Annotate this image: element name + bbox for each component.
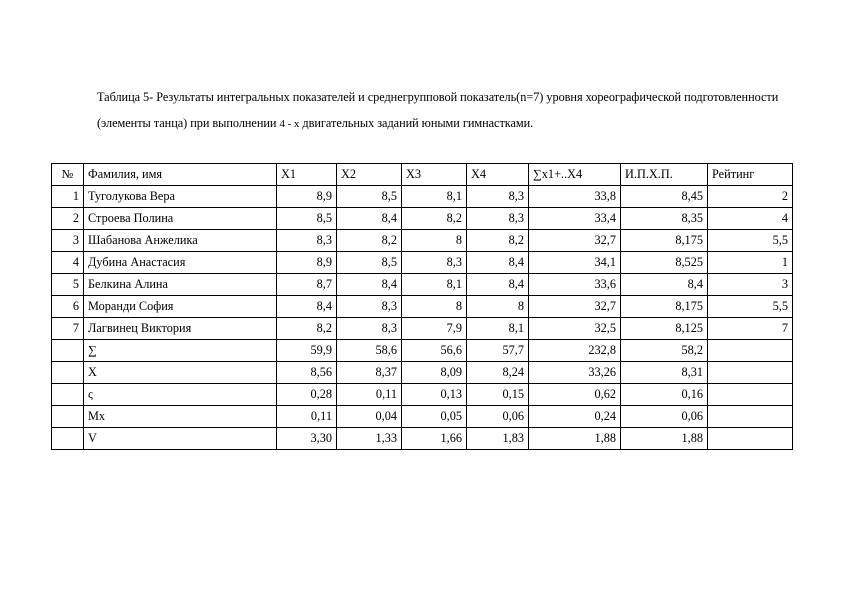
header-x4: X4 [467,164,529,186]
cell-no: 2 [52,208,84,230]
cell-x3: 1,66 [402,428,467,450]
header-no: № [52,164,84,186]
cell-x3: 8 [402,296,467,318]
table-row [52,274,793,296]
caption-text-2: двигательных заданий юными гимнастками. [299,116,534,130]
cell-rating: 3 [708,274,793,296]
cell-rating: 5,5 [708,296,793,318]
cell-x4: 8,2 [467,230,529,252]
cell-rating [708,362,793,384]
cell-rating [708,428,793,450]
cell-x3: 8,2 [402,208,467,230]
table-row [52,428,793,450]
table-row [52,318,793,340]
cell-x3: 0,05 [402,406,467,428]
cell-iphp: 8,175 [621,296,708,318]
cell-x4: 8,24 [467,362,529,384]
cell-x3: 8 [402,230,467,252]
cell-x3: 7,9 [402,318,467,340]
table-caption [97,84,787,137]
cell-x2: 8,4 [337,208,402,230]
cell-iphp: 58,2 [621,340,708,362]
header-row [52,164,793,186]
cell-iphp: 8,125 [621,318,708,340]
cell-rating: 1 [708,252,793,274]
table-row [52,186,793,208]
header-sum: ∑x1+..X4 [529,164,621,186]
header-x2: X2 [337,164,402,186]
cell-x1: 8,9 [277,186,337,208]
cell-x1: 59,9 [277,340,337,362]
cell-name: X [84,362,277,384]
cell-x3: 8,1 [402,274,467,296]
cell-x4: 0,15 [467,384,529,406]
cell-x3: 8,1 [402,186,467,208]
cell-name: Туголукова Вера [84,186,277,208]
caption-text-1: Таблица 5- Результаты интегральных показателей и среднегрупповой показатель(n=7) уровня хореографической подготовленности (элементы танца) при выполнении [97,90,779,130]
cell-name: Строева Полина [84,208,277,230]
cell-no: 7 [52,318,84,340]
cell-name: Mx [84,406,277,428]
cell-iphp: 8,31 [621,362,708,384]
cell-iphp: 8,35 [621,208,708,230]
table-row [52,362,793,384]
cell-iphp: 8,4 [621,274,708,296]
cell-x1: 8,7 [277,274,337,296]
cell-x1: 0,28 [277,384,337,406]
cell-sum: 0,24 [529,406,621,428]
cell-name: Моранди София [84,296,277,318]
cell-no: 4 [52,252,84,274]
table-row [52,296,793,318]
cell-x1: 8,5 [277,208,337,230]
cell-x4: 8,1 [467,318,529,340]
cell-rating [708,340,793,362]
cell-rating: 7 [708,318,793,340]
table-row [52,384,793,406]
cell-name: Белкина Алина [84,274,277,296]
cell-x3: 8,09 [402,362,467,384]
cell-x3: 0,13 [402,384,467,406]
cell-name: Дубина Анастасия [84,252,277,274]
cell-x4: 8 [467,296,529,318]
cell-name: Шабанова Анжелика [84,230,277,252]
cell-no: 5 [52,274,84,296]
cell-rating [708,384,793,406]
cell-x4: 8,3 [467,208,529,230]
table-row [52,340,793,362]
cell-no [52,428,84,450]
cell-sum: 34,1 [529,252,621,274]
cell-x1: 8,56 [277,362,337,384]
cell-no: 3 [52,230,84,252]
cell-sum: 32,7 [529,296,621,318]
cell-iphp: 8,45 [621,186,708,208]
caption-task-count: 4 - х [279,118,300,130]
cell-x2: 0,04 [337,406,402,428]
cell-x1: 3,30 [277,428,337,450]
table-row [52,230,793,252]
cell-name: V [84,428,277,450]
cell-x2: 1,33 [337,428,402,450]
cell-x2: 8,37 [337,362,402,384]
cell-x1: 8,2 [277,318,337,340]
cell-x4: 1,83 [467,428,529,450]
header-x1: X1 [277,164,337,186]
cell-x2: 8,3 [337,296,402,318]
cell-sum: 32,7 [529,230,621,252]
header-name: Фамилия, имя [84,164,277,186]
cell-sum: 232,8 [529,340,621,362]
cell-iphp: 8,175 [621,230,708,252]
cell-x3: 8,3 [402,252,467,274]
cell-name: Лагвинец Виктория [84,318,277,340]
cell-rating: 5,5 [708,230,793,252]
header-x3: X3 [402,164,467,186]
cell-x2: 8,5 [337,252,402,274]
cell-x2: 8,5 [337,186,402,208]
cell-no [52,406,84,428]
cell-sum: 32,5 [529,318,621,340]
cell-sum: 33,6 [529,274,621,296]
cell-x1: 8,9 [277,252,337,274]
cell-x1: 8,4 [277,296,337,318]
table-row [52,208,793,230]
cell-no: 6 [52,296,84,318]
cell-x2: 8,4 [337,274,402,296]
cell-x4: 8,4 [467,252,529,274]
cell-rating: 4 [708,208,793,230]
header-iphp: И.П.Х.П. [621,164,708,186]
cell-no [52,384,84,406]
cell-x2: 8,3 [337,318,402,340]
table-row [52,406,793,428]
cell-x3: 56,6 [402,340,467,362]
cell-x4: 0,06 [467,406,529,428]
cell-no: 1 [52,186,84,208]
cell-x2: 0,11 [337,384,402,406]
results-table [51,163,793,450]
cell-iphp: 1,88 [621,428,708,450]
cell-no [52,340,84,362]
header-rating: Рейтинг [708,164,793,186]
cell-sum: 33,8 [529,186,621,208]
cell-rating: 2 [708,186,793,208]
cell-x1: 8,3 [277,230,337,252]
cell-x4: 8,4 [467,274,529,296]
cell-sum: 0,62 [529,384,621,406]
cell-sum: 1,88 [529,428,621,450]
cell-iphp: 8,525 [621,252,708,274]
cell-rating [708,406,793,428]
table-row [52,252,793,274]
cell-sum: 33,26 [529,362,621,384]
cell-x2: 8,2 [337,230,402,252]
cell-x2: 58,6 [337,340,402,362]
cell-x1: 0,11 [277,406,337,428]
cell-iphp: 0,06 [621,406,708,428]
cell-x4: 57,7 [467,340,529,362]
cell-name: ∑ [84,340,277,362]
cell-iphp: 0,16 [621,384,708,406]
cell-no [52,362,84,384]
cell-sum: 33,4 [529,208,621,230]
cell-x4: 8,3 [467,186,529,208]
cell-name: ς [84,384,277,406]
